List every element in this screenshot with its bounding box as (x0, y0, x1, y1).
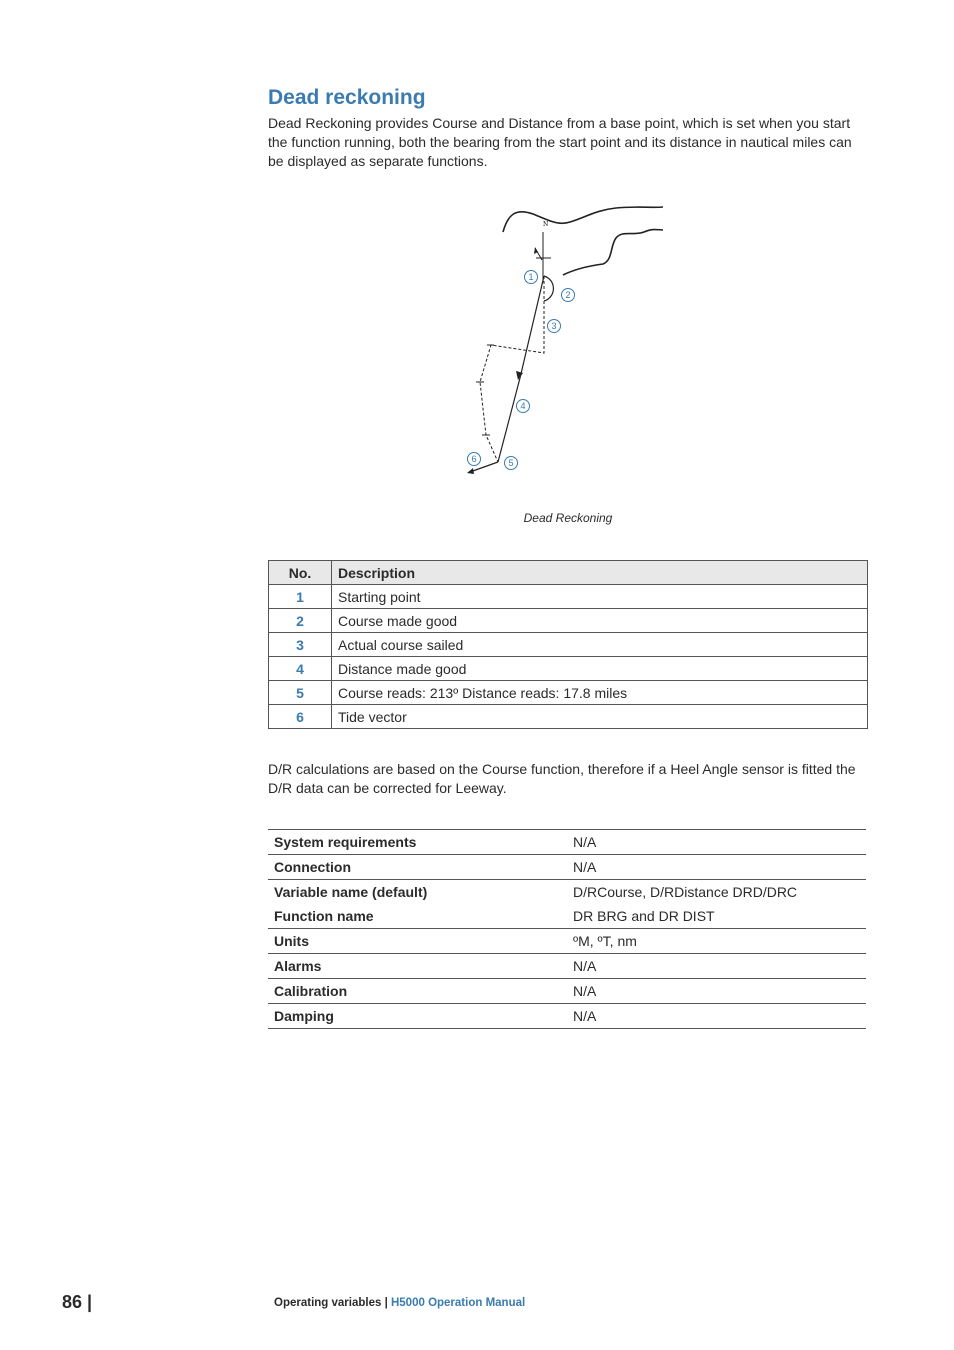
callout-3: 3 (551, 321, 557, 331)
north-label: N (543, 221, 549, 228)
legend-header-description: Description (332, 561, 868, 585)
footer-separator: | (381, 1297, 391, 1309)
course-made-good-line (520, 276, 544, 378)
legend-description: Course made good (332, 609, 868, 633)
spec-row (268, 855, 866, 880)
spec-row (268, 954, 866, 979)
spec-value: N/A (567, 979, 866, 1004)
spec-key: Calibration (268, 979, 567, 1004)
spec-key: Damping (268, 1004, 567, 1029)
legend-description: Actual course sailed (332, 633, 868, 657)
spec-row (268, 1004, 866, 1029)
legend-description: Course reads: 213º Distance reads: 17.8 miles (332, 681, 868, 705)
footer-manual-name: H5000 Operation Manual (390, 1297, 526, 1309)
spec-row (268, 830, 866, 855)
intro-paragraph: Dead Reckoning provides Course and Distance from a base point, which is set when you start the function running, both the bearing from the start point and its distance in nautical miles can be displayed as separate functions. (268, 115, 852, 169)
spec-row (268, 880, 866, 905)
spec-key: System requirements (268, 830, 567, 855)
legend-number: 3 (269, 633, 332, 657)
spec-row (268, 904, 866, 929)
legend-header-no: No. (269, 561, 332, 585)
legend-row (269, 657, 868, 681)
legend-description: Tide vector (332, 705, 868, 729)
spec-value: ºM, ºT, nm (567, 929, 866, 954)
spec-key: Units (268, 929, 567, 954)
legend-number: 6 (269, 705, 332, 729)
spec-key: Variable name (default) (274, 884, 428, 900)
page-number: 86 | (62, 1292, 93, 1312)
footer-title (274, 1297, 525, 1309)
spec-value: N/A (567, 1004, 866, 1029)
legend-number: 5 (269, 681, 332, 705)
legend-row (269, 585, 868, 609)
actual-course-line (480, 276, 544, 462)
legend-row (269, 609, 868, 633)
legend-row (269, 633, 868, 657)
figure-caption: Dead Reckoning (523, 511, 613, 525)
legend-number: 2 (269, 609, 332, 633)
callout-6: 6 (471, 454, 477, 464)
coastline (503, 207, 663, 232)
spec-value: N/A (567, 954, 866, 979)
spec-row (268, 979, 866, 1004)
legend-description: Distance made good (332, 657, 868, 681)
spec-row (268, 929, 866, 954)
distance-made-good-line (498, 378, 520, 462)
callout-2: 2 (565, 290, 571, 300)
spec-key: Connection (268, 855, 567, 880)
legend-table (268, 560, 868, 729)
spec-value: N/A (567, 830, 866, 855)
coastline (563, 230, 663, 276)
footer-chapter: Operating variables (274, 1297, 382, 1309)
legend-number: 1 (269, 585, 332, 609)
legend-row (269, 681, 868, 705)
spec-key: Function name (268, 904, 567, 929)
legend-row (269, 705, 868, 729)
spec-key: Alarms (268, 954, 567, 979)
callout-4: 4 (520, 401, 526, 411)
spec-table (268, 829, 866, 1029)
spec-value: DR BRG and DR DIST (567, 904, 866, 929)
dead-reckoning-diagram (458, 200, 678, 490)
spec-value: N/A (567, 855, 866, 880)
calculation-paragraph: D/R calculations are based on the Course function, therefore if a Heel Angle sensor is fitted the D/R data can be corrected for Leeway. (268, 761, 856, 796)
callout-1: 1 (528, 272, 534, 282)
section-title: Dead reckoning (268, 86, 426, 109)
spec-value: D/RCourse, D/RDistance DRD/DRC (573, 884, 798, 900)
legend-description: Starting point (332, 585, 868, 609)
callout-5: 5 (508, 458, 514, 468)
legend-number: 4 (269, 657, 332, 681)
